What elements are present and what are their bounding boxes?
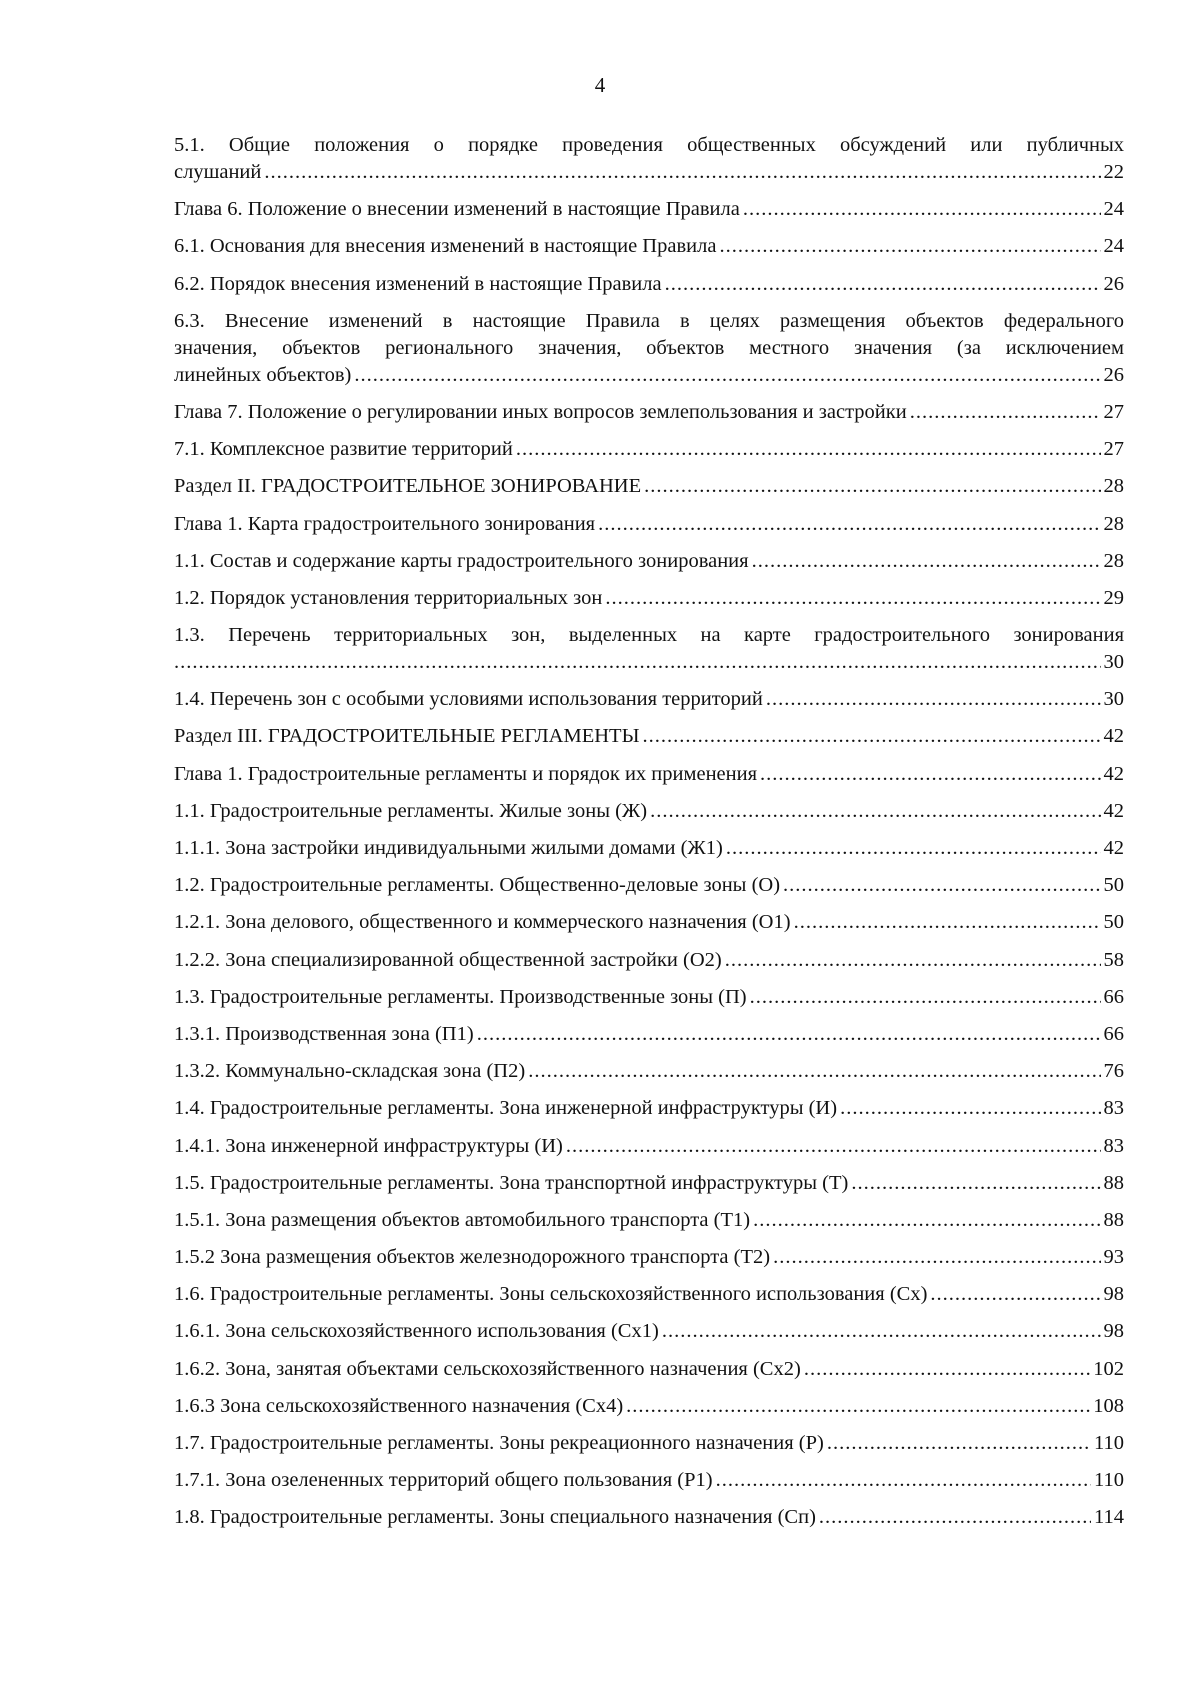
toc-dot-leader	[752, 548, 1101, 575]
toc-entry	[174, 909, 1124, 936]
toc-entry-leader-line	[174, 761, 1124, 788]
toc-entry-title: 1.8. Градостроительные регламенты. Зоны специального назначения (Сп)	[174, 1506, 816, 1529]
toc-dot-leader	[743, 196, 1101, 223]
toc-entry-title: 7.1. Комплексное развитие территорий	[174, 438, 513, 461]
toc-page-number: 28	[1103, 549, 1124, 572]
toc-entry-leader-line	[174, 947, 1124, 974]
toc-dot-leader	[840, 1095, 1100, 1122]
toc-entry	[174, 984, 1124, 1011]
toc-entry-leader-line	[174, 548, 1124, 575]
toc-page-number: 83	[1103, 1134, 1124, 1157]
toc-entry-title: 1.6.3 Зона сельскохозяйственного назначения (Сх4)	[174, 1394, 624, 1417]
toc-dot-leader	[827, 1430, 1091, 1457]
toc-entry	[174, 399, 1124, 426]
toc-entry-leader-line	[174, 798, 1124, 825]
toc-dot-leader	[642, 723, 1100, 750]
toc-entry	[174, 1207, 1124, 1234]
toc-entry-leader-line	[174, 1430, 1124, 1457]
toc-entry-leader-line	[174, 362, 1124, 389]
toc-entry	[174, 548, 1124, 575]
toc-dot-leader	[644, 473, 1100, 500]
toc-dot-leader	[477, 1021, 1101, 1048]
toc-entry-leader-line	[174, 1467, 1124, 1494]
toc-entry	[174, 1170, 1124, 1197]
toc-page-number: 26	[1103, 363, 1124, 386]
page-number: 4	[594, 73, 606, 97]
toc-page-number: 110	[1094, 1432, 1124, 1454]
toc-entry	[174, 271, 1124, 298]
toc-entry-title-line: 6.3. Внесение изменений в настоящие Правила в целях размещения объектов федерального	[174, 309, 1124, 332]
toc-page-number: 24	[1103, 235, 1124, 258]
toc-page-number: 26	[1103, 272, 1124, 295]
toc-dot-leader	[794, 909, 1101, 936]
toc-dot-leader	[665, 271, 1101, 298]
toc-entry	[174, 511, 1124, 538]
toc-dot-leader	[783, 872, 1100, 899]
toc-page-number: 83	[1103, 1097, 1124, 1120]
toc-entry	[174, 1281, 1124, 1308]
toc-entry-title: Раздел II. ГРАДОСТРОИТЕЛЬНОЕ ЗОНИРОВАНИЕ	[174, 475, 642, 498]
toc-entry-title: 1.5.2 Зона размещения объектов железнодорожного транспорта (Т2)	[174, 1246, 771, 1269]
toc-entry-title: 1.4.1. Зона инженерной инфраструктуры (И)	[174, 1134, 563, 1157]
toc-dot-leader	[753, 1207, 1100, 1234]
toc-page-number: 30	[1103, 651, 1124, 674]
toc-dot-leader	[726, 835, 1101, 862]
toc-entry	[174, 1504, 1124, 1531]
toc-entry-leader-line	[174, 1393, 1124, 1420]
toc-entry-leader-line	[174, 872, 1124, 899]
toc-entry-title: 1.1. Градостроительные регламенты. Жилые зоны (Ж)	[174, 799, 648, 822]
toc-entry-title: 1.1.1. Зона застройки индивидуальными жилыми домами (Ж1)	[174, 837, 723, 859]
toc-entry-leader-line	[174, 1095, 1124, 1122]
toc-entry-title: 1.5. Градостроительные регламенты. Зона транспортной инфраструктуры (Т)	[174, 1171, 849, 1194]
toc-entry	[174, 1133, 1124, 1160]
toc-page-number: 93	[1103, 1246, 1124, 1269]
toc-entry-title: Глава 7. Положение о регулировании иных вопросов землепользования и застройки	[174, 400, 907, 423]
toc-entry-title: 6.1. Основания для внесения изменений в настоящие Правила	[174, 235, 717, 258]
toc-entry	[174, 622, 1124, 676]
toc-dot-leader	[598, 511, 1100, 538]
toc-entry-title: 1.2. Порядок установления территориальных зон	[174, 586, 603, 609]
toc-page-number: 28	[1103, 512, 1124, 535]
toc-dot-leader	[760, 761, 1100, 788]
toc-dot-leader	[930, 1281, 1100, 1308]
toc-entry-leader-line	[174, 1058, 1124, 1085]
toc-entry-title: 1.6. Градостроительные регламенты. Зоны сельскохозяйственного использования (Сх)	[174, 1283, 928, 1306]
toc-entry-leader-line	[174, 271, 1124, 298]
toc-page-number: 24	[1103, 198, 1124, 221]
toc-entry	[174, 233, 1124, 260]
toc-entry-leader-line	[174, 909, 1124, 936]
toc-entry-leader-line	[174, 1021, 1124, 1048]
toc-page-number: 66	[1103, 1022, 1124, 1045]
toc-entry-title: 1.2.1. Зона делового, общественного и коммерческого назначения (О1)	[174, 911, 791, 934]
toc-entry	[174, 798, 1124, 825]
toc-page-number: 42	[1103, 725, 1124, 748]
toc-dot-leader	[851, 1170, 1100, 1197]
toc-entry-leader-line	[174, 585, 1124, 612]
toc-entry-title-line: 1.3. Перечень территориальных зон, выделенных на карте градостроительного зонирования	[174, 624, 1124, 647]
toc-entry-leader-line	[174, 1281, 1124, 1308]
toc-dot-leader	[804, 1356, 1090, 1383]
toc-entry-title: 6.2. Порядок внесения изменений в настоящие Правила	[174, 272, 662, 295]
toc-entry	[174, 1021, 1124, 1048]
toc-entry-title: 1.3. Градостроительные регламенты. Производственные зоны (П)	[174, 985, 747, 1008]
toc-entry-leader-line	[174, 511, 1124, 538]
toc-page-number: 98	[1103, 1320, 1124, 1343]
toc-page-number: 42	[1103, 799, 1124, 822]
toc-entry	[174, 473, 1124, 500]
toc-page-number: 114	[1094, 1506, 1124, 1529]
toc-entry-title-line: 5.1. Общие положения о порядке проведения общественных обсуждений или публичных	[174, 134, 1124, 156]
toc-entry	[174, 1393, 1124, 1420]
toc-page-number: 110	[1094, 1469, 1124, 1492]
toc-entry-leader-line	[174, 196, 1124, 223]
toc-entry-leader-line	[174, 1356, 1124, 1383]
toc-page-number: 102	[1093, 1357, 1124, 1380]
toc-dot-leader	[662, 1318, 1101, 1345]
toc-entry-title: 1.3.2. Коммунально-складская зона (П2)	[174, 1060, 526, 1083]
toc-entry-title: линейных объектов)	[174, 363, 352, 386]
toc-entry-leader-line	[174, 1318, 1124, 1345]
toc-entry	[174, 585, 1124, 612]
toc-entry-title: 1.7. Градостроительные регламенты. Зоны рекреационного назначения (Р)	[174, 1432, 824, 1454]
toc-entry-title: 1.7.1. Зона озелененных территорий общего пользования (Р1)	[174, 1469, 713, 1492]
toc-page-number: 27	[1103, 400, 1124, 423]
toc-entry-title: 1.3.1. Производственная зона (П1)	[174, 1022, 474, 1045]
toc-entry-title: 1.5.1. Зона размещения объектов автомобильного транспорта (Т1)	[174, 1208, 751, 1231]
toc-entry	[174, 1356, 1124, 1383]
toc-entry	[174, 1467, 1124, 1494]
toc-page-number: 50	[1103, 911, 1124, 934]
toc-entry-leader-line	[174, 984, 1124, 1011]
toc-entry-title: 1.2. Градостроительные регламенты. Общественно-деловые зоны (О)	[174, 874, 781, 897]
toc-entry	[174, 1095, 1124, 1122]
toc-page-number: 27	[1103, 438, 1124, 461]
toc-page-number: 42	[1103, 762, 1124, 785]
toc-entry	[174, 1318, 1124, 1345]
toc-entry-leader-line	[174, 1133, 1124, 1160]
toc-entry-leader-line	[174, 1504, 1124, 1531]
toc-entry-leader-line	[174, 723, 1124, 750]
toc-entry-leader-line	[174, 399, 1124, 426]
toc-entry-leader-line	[174, 473, 1124, 500]
toc-dot-leader	[766, 686, 1101, 713]
toc-dot-leader	[626, 1393, 1090, 1420]
toc-entry	[174, 1430, 1124, 1457]
toc-entry-leader-line	[174, 159, 1124, 186]
toc-dot-leader	[716, 1467, 1091, 1494]
toc-entry	[174, 723, 1124, 750]
toc-page-number: 58	[1103, 948, 1124, 971]
toc-entry	[174, 1244, 1124, 1271]
toc-entry-title-line: значения, объектов регионального значения, объектов местного значения (за исключением	[174, 336, 1124, 359]
toc-dot-leader	[354, 362, 1100, 389]
toc-entry-title: Раздел III. ГРАДОСТРОИТЕЛЬНЫЕ РЕГЛАМЕНТЫ	[174, 725, 640, 748]
toc-page-number: 28	[1103, 475, 1124, 498]
toc-dot-leader	[819, 1504, 1091, 1531]
toc-dot-leader	[773, 1244, 1100, 1271]
toc-entry	[174, 947, 1124, 974]
toc-dot-leader	[264, 159, 1100, 186]
toc-entry	[174, 196, 1124, 223]
toc-page-number: 22	[1103, 161, 1124, 183]
toc-entry-title: Глава 6. Положение о внесении изменений в настоящие Правила	[174, 198, 740, 221]
toc-entry-leader-line	[174, 686, 1124, 713]
toc-page-number: 76	[1103, 1060, 1124, 1083]
toc-entry-title: 1.2.2. Зона специализированной общественной застройки (О2)	[174, 948, 722, 971]
toc-page-number: 88	[1103, 1208, 1124, 1231]
toc-entry-title: 1.1. Состав и содержание карты градостроительного зонирования	[174, 549, 749, 572]
toc-page-number: 30	[1103, 688, 1124, 711]
toc-dot-leader	[725, 947, 1101, 974]
toc-entry-title: 1.6.2. Зона, занятая объектами сельскохозяйственного назначения (Сх2)	[174, 1357, 801, 1380]
toc-dot-leader	[650, 798, 1100, 825]
toc-dot-leader	[174, 649, 1101, 676]
toc-page-number: 42	[1103, 837, 1124, 859]
toc-page-number: 108	[1093, 1394, 1124, 1417]
toc-dot-leader	[528, 1058, 1100, 1085]
toc-entry-leader-line	[174, 1170, 1124, 1197]
toc-entry	[174, 436, 1124, 463]
toc-entry-leader-line	[174, 835, 1124, 862]
toc-dot-leader	[516, 436, 1101, 463]
toc-entry-title: 1.6.1. Зона сельскохозяйственного использования (Сх1)	[174, 1320, 659, 1343]
toc-dot-leader	[719, 233, 1100, 260]
toc-entry-leader-line	[174, 1244, 1124, 1271]
toc-entry	[174, 1058, 1124, 1085]
toc-dot-leader	[750, 984, 1101, 1011]
toc-page-number: 66	[1103, 985, 1124, 1008]
toc-entry-title: Глава 1. Градостроительные регламенты и порядок их применения	[174, 762, 758, 785]
toc-entry	[174, 761, 1124, 788]
toc-entry-leader-line	[174, 649, 1124, 676]
toc-entry-title: Глава 1. Карта градостроительного зонирования	[174, 512, 596, 535]
toc-entry	[174, 686, 1124, 713]
toc-page-number: 50	[1103, 874, 1124, 897]
toc-dot-leader	[605, 585, 1100, 612]
toc-dot-leader	[910, 399, 1101, 426]
toc-entry	[174, 835, 1124, 862]
toc-entry	[174, 132, 1124, 186]
toc-entry-leader-line	[174, 233, 1124, 260]
toc-entry-leader-line	[174, 436, 1124, 463]
toc-entry-title: 1.4. Градостроительные регламенты. Зона инженерной инфраструктуры (И)	[174, 1097, 838, 1120]
toc-page-number: 98	[1103, 1283, 1124, 1306]
toc-entry	[174, 308, 1124, 389]
toc-entry-title: слушаний	[174, 161, 262, 183]
toc-dot-leader	[566, 1133, 1101, 1160]
toc-page-number: 29	[1103, 586, 1124, 609]
table-of-contents	[174, 132, 1124, 1542]
toc-page-number: 88	[1103, 1171, 1124, 1194]
toc-entry-title: 1.4. Перечень зон с особыми условиями использования территорий	[174, 688, 763, 711]
toc-entry	[174, 872, 1124, 899]
toc-entry-leader-line	[174, 1207, 1124, 1234]
